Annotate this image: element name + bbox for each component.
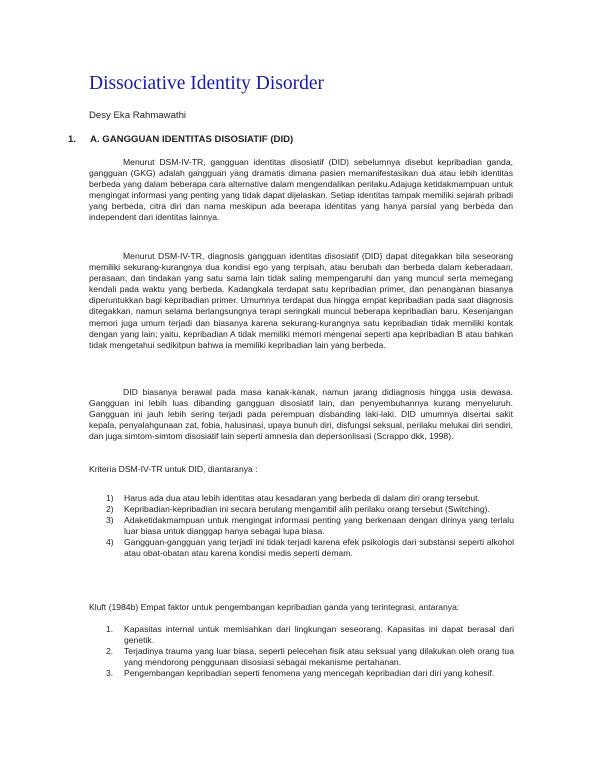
list-marker: 3. [106,668,114,679]
section-heading [68,134,293,145]
list-item [106,515,514,537]
list-item [106,504,514,515]
list-item-text: Harus ada dua atau lebih identitas atau kesadaran yang berbeda di dalam diri orang tersebut. [124,493,480,503]
list-item-text: Kepribadian-kepribadian ini secara berulang mengambil alih perilaku orang tersebut (Switching). [124,504,490,515]
list-item-text: Adaketidakmampuan untuk mengingat informasi penting yang berkenaan dengan dirinya yang terlalu luar biasa untuk dianggap hanya sebagai lupa biasa. [124,515,514,537]
paragraph-definition: Menurut DSM-IV-TR, gangguan identitas disosiatif (DID) sebelumnya disebut kepribadian ganda, gangguan (GKG) adalah gangguan yang dramatis dimana pasien memanifestasikan dua atau lebih identitas berbeda yang dalam beberapa cara alternative dalam mengendalikan perilaku.Adajuga ketidakmampuan untuk mengingat informasi yang penting yang tidak dapat dijelaskan. Setiap identitas tampak memiliki sejarah pribadi yang berbeda, citra diri dan nama meskipun ada beerapa identitas yang hanya parsial yang berbeda dan independent dari identitas lainnya. [89,157,513,223]
document-title: Dissociative Identity Disorder [89,73,325,94]
paragraph-diagnosis: Menurut DSM-IV-TR, diagnosis gangguan identitas disosiatif (DID) dapat ditegakkan bila seseorang memiliki sekurang-kurangnya dua kondisi ego yang terpisah, atau berubah dan berbeda dalam keberadaan, perasaan, dan tindakan yang satu sama lain tidak saling mempengaruhi dan yang muncul serta memegang kendali pada waktu yang berbeda. Kadangkala terdapat satu kepribadian primer, dan penanganan biasanya diperuntukkan bagi kepribadian primer. Umumnya terdapat dua hingga empat kepribadian pada saat diagnosis ditegakkan, namun selama berlangsungnya terapi seringkali muncul beberapa kepribadian baru. Kesenjangan memori juga umum terjadi dan biasanya karena sekurang-kurangnya satu kepribadian tidak memiliki kontak dengan yang lain; yaitu, kepribadian A tidak memiliki memori mengenai seperti apa kepribadian B atau bahkan tidak mengetahui sedikitpun bahwa ia memiliki kepribadian lain yang berbeda. [89,251,513,350]
section-title: A. GANGGUAN IDENTITAS DISOSIATIF (DID) [90,134,294,145]
criteria-lead: Kriteria DSM-IV-TR untuk DID, diantaranya : [89,464,258,474]
list-marker: 1. [106,624,114,634]
list-item [106,537,514,559]
list-item-text: Terjadinya trauma yang luar biasa, seperti pelecehan fisik atau seksual yang dilakukan oleh orang tua yang mendorong penggunaan disosiasi sebagai mekanisme pertahanan. [124,646,514,668]
list-item-text: Gangguan-gangguan yang terjadi ini tidak terjadi karena efek psikologis dari substansi seperti alkohol atau obat-obatan atau karena kondisi medis seperti demam. [124,537,514,559]
list-marker: 2) [106,504,114,515]
list-item [106,493,514,504]
list-item-text: Kapasitas internal untuk memisahkan dari lingkungan seseorang. Kapasitas ini dapat berasal dari genetik. [124,624,514,646]
list-item [106,668,514,679]
list-marker: 1) [106,493,114,503]
author-name: Desy Eka Rahmawathi [89,110,187,121]
paragraph-onset: DID biasanya berawal pada masa kanak-kanak, namun jarang didiagnosis hingga usia dewasa. Gangguan ini lebih luas dibanding gangguan disosiatif lain, dan penyembuhannya kurang menyeluruh. Gangguan ini jauh lebih sering terjadi pada perempuan disbanding laki-laki. DID umumnya disertai sakit kepala, penyalahgunaan zat, fobia, halusinasi, upaya bunuh diri, disfungsi seksual, perilaku melukai diri sendiri, dan juga simtom-simtom disosiatif lain seperti amnesia dan depersonlisasi (Scrappo dkk, 1998). [89,387,513,442]
list-marker: 4) [106,537,114,548]
factors-list [106,624,514,679]
section-number: 1. [68,134,77,145]
criteria-list [106,493,514,560]
factors-lead: Kluft (1984b) Empat faktor untuk pengembangan kepribadian ganda yang terintegrasi, antaranya: [89,602,460,612]
list-item [106,624,514,646]
list-item [106,646,514,668]
list-marker: 3) [106,515,114,526]
list-item-text: Pengembangan kepribadian seperti fenomena yang mencegah kepribadian dari diri yang kohesif. [124,668,495,679]
list-marker: 2. [106,646,114,657]
